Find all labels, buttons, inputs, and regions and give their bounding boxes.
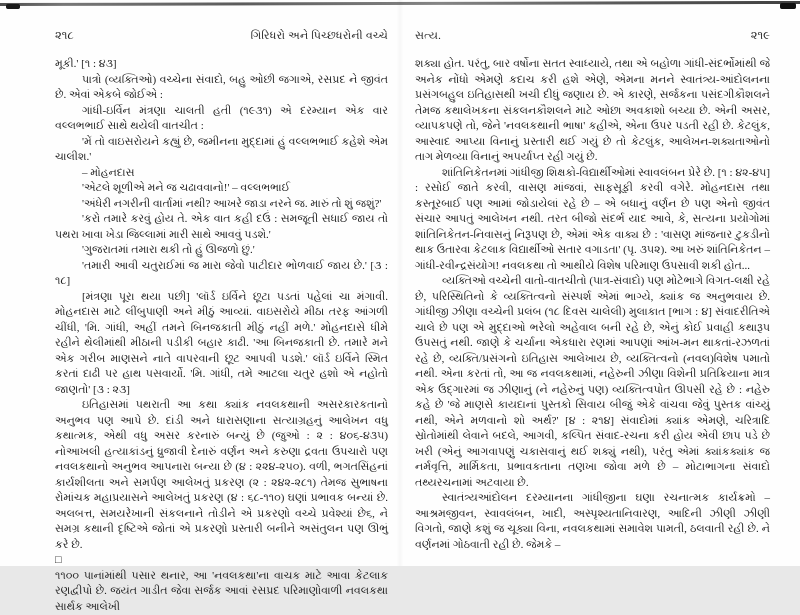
body-paragraph: 'એટલે શૂળીએ મને જ ચઢાવવાનો!' – વલ્લભભાઈ bbox=[55, 181, 388, 197]
body-paragraph: – મોહનદાસ bbox=[55, 166, 388, 182]
body-paragraph: શક્યા હોત. પરંતુ, બાર વર્ષોના સતત સ્વાધ્યાયે, તથા એ બહોળા ગાંધી-સંદર્ભોમાંથી જે અનેક નોંધો એમણે કદાચ કરી હશે એણે, એમના મનને સ્વાતંત્ર્ય-આંદોલનના પ્રસંગબહુલ ઇતિહાસથી ખચી દીધું જણાય છે. એ કારણે, સર્જકના પસંદગીકૌશલને તેમજ કથાલેખકના સંકલનકૌશલને માટે ઓછા અવકાશો બચ્યા છે. એની અસર, વ્યાપકપણે તો, જેને 'નવલકથાની ભાષા' કહીએ, એના ઉપર પડતી રહી છે. કેટલુંક, આસ્વાદ આપ્યા વિનાનું પ્રસ્તારી થઈ ગયું છે તો કેટલુંક, આલેખન-શક્યતાઓનો તાગ મેળવ્યા વિનાનું અપર્યાપ્ત રહી ગયું છે. bbox=[415, 57, 770, 166]
section-break-marker: □ bbox=[55, 553, 388, 569]
page-number-left: ૨૧૮ bbox=[55, 30, 74, 43]
running-title-right: સત્ય. bbox=[415, 30, 441, 43]
body-paragraph: સ્વાતંત્ર્યઆંદોલન દરમ્યાનના ગાંધીજીના ઘણા રચનાત્મક કાર્યક્રમો – આશ્રમજીવન, સ્વાવલંબન, ખાદી, અસ્પૃશ્યતાનિવારણ, આદિની ઝીણી ઝીણી વિગતો, જાણે કશું જ ચૂક્યા વિના, નવલકથામાં સમાવેશ પામતી, ઠલવાતી રહી છે. ને વર્ણનમાં ગોઠવાતી રહી છે. જેમકે – bbox=[415, 491, 770, 553]
page-header-left bbox=[55, 30, 388, 43]
body-paragraph: મૂકી.' [૧ : ૪૩] bbox=[55, 57, 388, 73]
body-paragraph: 'અંધેરી નગરીની વાર્તામાં નથી? આખરે જાડા નરને જ. મારું તો શું જશું?' bbox=[55, 197, 388, 213]
page-right bbox=[400, 0, 800, 566]
body-text-left bbox=[55, 57, 388, 615]
page-number-right: ૨૧૯ bbox=[751, 30, 770, 43]
body-paragraph: ૧૧૦૦ પાનાંમાંથી પસાર થનાર, આ 'નવલકથા'ના વાચક માટે આવા કેટલાક રણદ્વીપો છે. જયંત ગાડીત જેવા સર્જક આવાં રસપ્રદ પરિમાણોવાળી નવલકથા સાર્થક આલેખી bbox=[55, 569, 388, 615]
body-text-right bbox=[415, 57, 770, 553]
body-paragraph: 'ગુજરાતમાં તમારા થકી તો હું ઊજળો છું.' bbox=[55, 243, 388, 259]
body-paragraph: શાંતિનિકેતનમાં ગાંધીજી શિક્ષકો-વિદ્યાર્થીઓમાં સ્વાવલંબન પ્રેરે છે. [૧ : ૪૨-૪૫] : રસોઈ જાતે કરવી, વાસણ માંજવાં, સાફસૂફી કરવી વગેરે. મોહનદાસ તથા કસ્તૂરબાઈ પણ આમાં જોડાયેલાં રહે છે – એ બધાનું વર્ણન છે પણ એનો જીવંત સંચાર આપતું આલેખન નથી. તરત બીજો સંદર્ભ યાદ આવે, કે, સત્યના પ્રયોગોમાં શાંતિનિકેતન-નિવાસનું નિરૂપણ છે, એમાં એક વાક્ય છે : 'વાસણ માંજનાર ટુકડીનો થાક ઉતારવા કેટલાક વિદ્યાર્થીઓ સતાર વગાડતા' (પૃ. ૩૫૨). આ ખરું શાંતિનિકેતન – ગાંધી-રવીન્દ્રસંયોગ! નવલકથા તો આથીયે વિશેષ પરિમાણ ઉપસાવી શકી હોત... bbox=[415, 166, 770, 275]
body-paragraph: 'મેં તો વાઇસરોયને કહ્યું છે, જમીનના મુદ્દામાં હું વલ્લભભાઈ કહેશે એમ ચાલીશ.' bbox=[55, 135, 388, 166]
page-left bbox=[0, 0, 400, 566]
page-header-right bbox=[415, 30, 770, 43]
scan-speck-artifact bbox=[780, 3, 796, 9]
body-paragraph: 'તમારી આવી ચતુરાઈમાં જ મારા જેવો પાટીદાર ભોળવાઈ જાય છે.' [૩ : ૧૮] bbox=[55, 259, 388, 290]
body-paragraph: વ્યક્તિઓ વચ્ચેની વાતો-વાતચીતો (પાત્ર-સંવાદો) પણ મોટેભાગે વિગત-લક્ષી રહે છે, પરિસ્થિતિનો કે વ્યક્તિત્વનો સંસ્પર્શ એમાં ભાગ્યે, ક્યાંક જ અનુભવાય છે. ગાંધીજી ઝીણા વચ્ચેની પ્રલંબ (૧૮ દિવસ ચાલેલી) મુલાકાત [ભાગ : ૪] સંવાદરીતિએ ચાલે છે પણ એ મુદ્દાઓ ભરેલો અહેવાલ બની રહે છે, એનું કોઈ પ્રવાહી કથારૂપ ઉપસતું નથી. જાણે કે ચર્ચાના એકધારા રણમાં આપણાં આંખ-મન થાકતાં-રઝળતાં રહે છે, વ્યક્તિ/પ્રસંગનો ઇતિહાસ આલેખાય છે, વ્યક્તિત્વનો (નવલ)વિશેષ પમાતો નથી. એના કરતાં તો, આ જ નવલકથામાં, નહેરુની ઝીણા વિશેની પ્રતિક્રિયાના માત્ર એક ઉદ્ગારમાં જ ઝીણાનું (ને નહેરુનું પણ) વ્યક્તિત્વપોત ઊપસી રહે છે : નહેરુ કહે છે 'જે માણસે કાયદાનાં પુસ્તકો સિવાય બીજું એકે વાંચવા જેવું પુસ્તક વાંચ્યું નથી, એને મળવાનો શો અર્થ?' [૪ : ૨૧૪] સંવાદોમાં ક્યાંક એમણે, ચરિત્રાદિ સ્રોતોમાંથી લેવાને બદલે, આગવી, કલ્પિત સંવાદ-રચના કરી હોય એવી છાપ પડે છે ખરી (એનું આગવાપણું ચકાસવાનું થઈ શક્યું નથી), પરંતુ એમાં ક્યાંકક્યાંક જ નર્મવૃત્તિ, માર્મિકતા, પ્રભાવકતાના તણખા જોવા મળે છે – મોટાભાગના સંવાદો તથ્યરચનામાં અટવાયા છે. bbox=[415, 274, 770, 491]
scan-speck-artifact bbox=[6, 4, 20, 9]
page-gutter bbox=[396, 0, 404, 566]
body-paragraph: ઇતિહાસમાં પથરાતી આ કથા ક્યાંક નવલકથાની અસરકારકતાનો અનુભવ પણ આપે છે. દાંડી અને ધારાસણાના સત્યાગ્રહનું આલેખન વધુ કથાત્મક, એથી વધુ અસર કરનારું બન્યું છે (જુઓ : ૨ : ૪૦૬-૪૩૫) નોઆખલી હત્યાકાંડનું ધ્રુજાવી દેનારું વર્ણન અને કરુણા દ્રવતા ઉપચારો પણ નવલકથાનો અનુભવ આપનારા બન્યા છે (૪ : ૨૨૪-૨૫૦). વળી, ભગતસિંહનાં કાર્યશીલતા અને સમર્પણ આલેખતું પ્રકરણ (૨ : ૨૪૨-૨૮૧) તેમજ સુભાષના રોમાંચક મહાપ્રયાસને આલેખતું પ્રકરણ (૪ : ૬૮-૧૧૦) ઘણાં પ્રભાવક બન્યાં છે. અલબત્ત, સમયરેખાની સંકલનાને તોડીને એ પ્રકરણો વચ્ચે પ્રવેશ્યાં છે૬, ને સમગ્ર કથાની દૃષ્ટિએ જોતાં એ પ્રકરણો પ્રસ્તારી બનીને અસંતુલન પણ ઊભું કરે છે. bbox=[55, 398, 388, 553]
body-paragraph: [મંત્રણા પૂરા થયા પછી] 'લૉર્ડ ઇર્વિને છૂટા પડતાં પહેલાં ચા મંગાવી. મોહનદાસ માટે લીંબુપાણી અને મીઠું આવ્યાં. વાઇસરોયે મીઠા તરફ આંગળી ચીંધી, 'મિ. ગાંધી, અહીં તમને બિનજકાતી મીઠું નહીં મળે.' મોહનદાસે ધીમે રહીને થેલીમાંથી મીઠાની પડીકી બહાર કાઢી. 'આ બિનજકાતી છે. તમારે મને એક ગરીબ માણસને નાતે વાપરવાની છૂટ આપવી પડશે.' લૉર્ડ ઇર્વિને સ્મિત કરતાં દાઢી પર હાથ પસવાર્યો. 'મિ. ગાંધી, તમે આટલા ચતુર હશો એ નહોતો જાણતો' [૩ : ૨૩] bbox=[55, 290, 388, 399]
body-paragraph: પાત્રો (વ્યક્તિઓ) વચ્ચેના સંવાદો, બહુ ઓછી જગાએ, રસપ્રદ ને જીવંત છે. એવાં એકબે જોઈએ : bbox=[55, 73, 388, 104]
body-paragraph: 'કરો તમારે કરવું હોય તે. એક વાત કહી દઉં : સમજૂતી સધાઈ જાય તો પથરા ખાવા ખેડા જિલ્લામાં મારી સાથે આવવું પડશે.' bbox=[55, 212, 388, 243]
body-paragraph: ગાંધી-ઇર્વિન મંત્રણા ચાલતી હતી (૧૯૩૧) એ દરમ્યાન એક વાર વલ્લભભાઈ સાથે થયેલી વાતચીત : bbox=[55, 104, 388, 135]
running-title-left: ગિરિધરો અને પિચ્છધરોની વચ્ચે bbox=[251, 30, 388, 43]
